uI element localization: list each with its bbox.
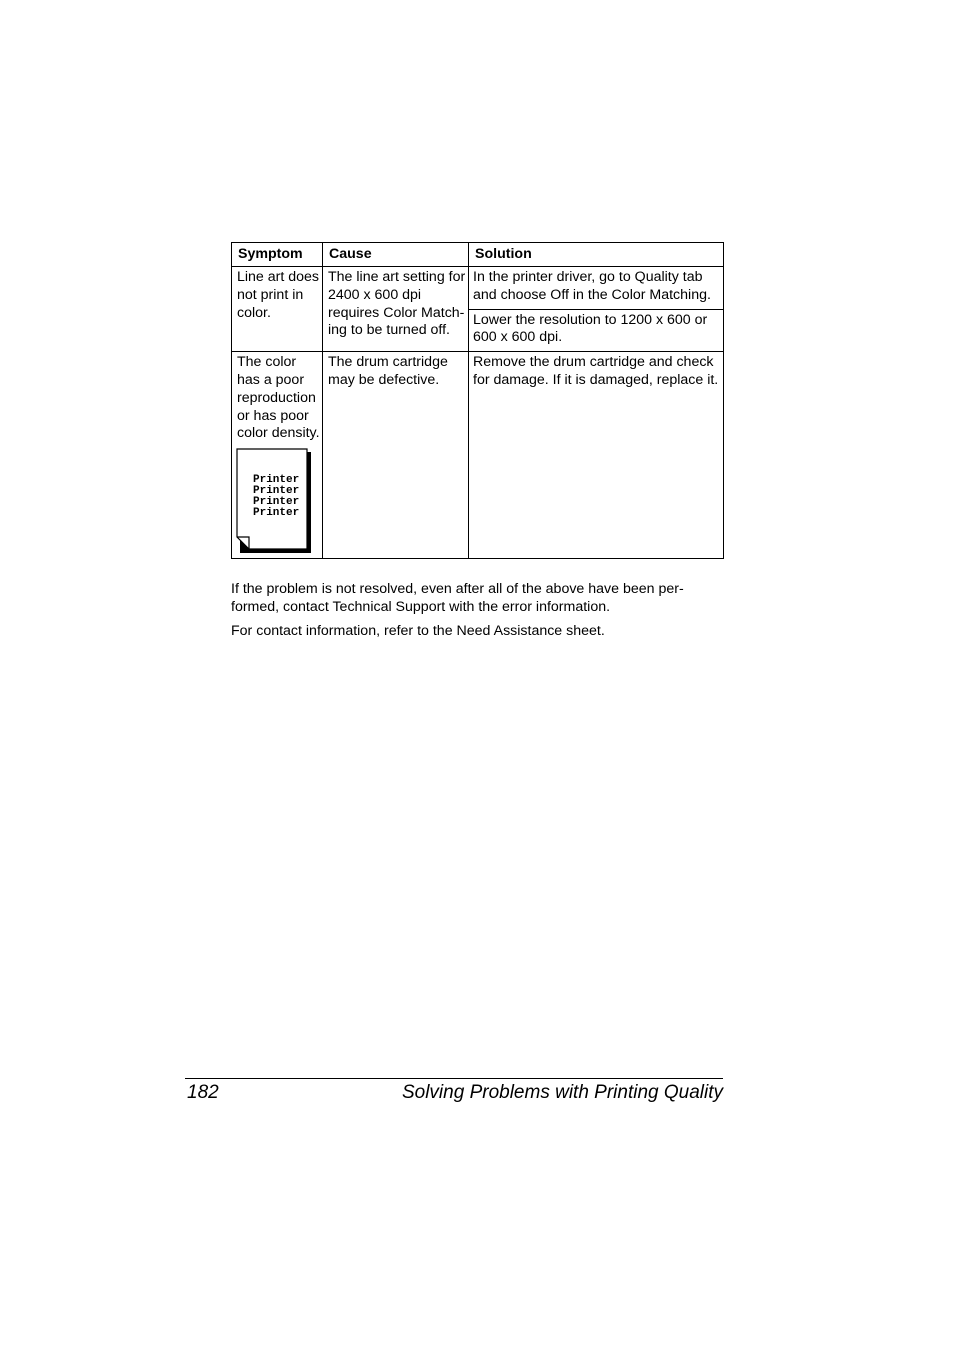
- page-number: 182: [187, 1082, 219, 1103]
- table-row: [232, 267, 724, 310]
- solution-cell: [469, 267, 724, 310]
- printed-page-illustration: [236, 448, 312, 554]
- symptom-line: or has poor: [237, 407, 309, 424]
- header-cause: Cause: [323, 243, 469, 267]
- sample-text-line: Printer: [253, 507, 300, 520]
- symptom-line: not print in: [237, 286, 304, 303]
- cause-cell: [323, 352, 469, 559]
- table-header-row: [232, 243, 724, 267]
- sample-text-line: Printer: [253, 485, 300, 498]
- sample-text-line: Printer: [253, 496, 300, 509]
- symptom-line: color.: [237, 304, 271, 321]
- symptom-line: Line art does: [237, 269, 320, 285]
- cause-line: may be defective.: [328, 371, 440, 388]
- note-line: formed, contact Technical Support with the error information.: [231, 599, 611, 615]
- note-line: If the problem is not resolved, even after all of the above have been per-: [231, 581, 684, 597]
- solution-cell: [469, 352, 724, 559]
- solution-line: for damage. If it is damaged, replace it.: [473, 371, 719, 388]
- cause-cell: [323, 267, 469, 352]
- section-title: Solving Problems with Printing Quality: [401, 1082, 723, 1103]
- solution-line: 600 x 600 dpi.: [473, 329, 563, 346]
- solution-line: In the printer driver, go to Quality tab: [473, 269, 703, 285]
- header-solution: Solution: [469, 243, 724, 267]
- cause-line: 2400 x 600 dpi: [328, 286, 422, 303]
- contact-note: For contact information, refer to the Need Assistance sheet.: [231, 623, 605, 639]
- solution-cell: [469, 309, 724, 352]
- solution-line: Remove the drum cartridge and check: [473, 354, 714, 371]
- symptom-cell: [232, 352, 323, 559]
- symptom-cell: [232, 267, 323, 352]
- solution-line: Lower the resolution to 1200 x 600 or: [473, 311, 708, 328]
- symptom-line: reproduction: [237, 389, 316, 406]
- solution-line: and choose Off in the Color Matching.: [473, 286, 711, 303]
- symptom-line: The color: [237, 354, 297, 371]
- cause-line: The line art setting for: [328, 269, 466, 285]
- troubleshooting-table: [231, 242, 724, 559]
- cause-line: The drum cartridge: [328, 354, 448, 371]
- cause-line: ing to be turned off.: [328, 322, 450, 339]
- header-symptom: Symptom: [232, 243, 323, 267]
- symptom-line: color density.: [237, 425, 320, 442]
- footer-rule: [185, 1078, 723, 1079]
- table-row: [232, 352, 724, 559]
- sample-text-line: Printer: [253, 474, 300, 487]
- symptom-line: has a poor: [237, 371, 305, 388]
- unresolved-note: [231, 580, 723, 616]
- cause-line: requires Color Match-: [328, 304, 465, 321]
